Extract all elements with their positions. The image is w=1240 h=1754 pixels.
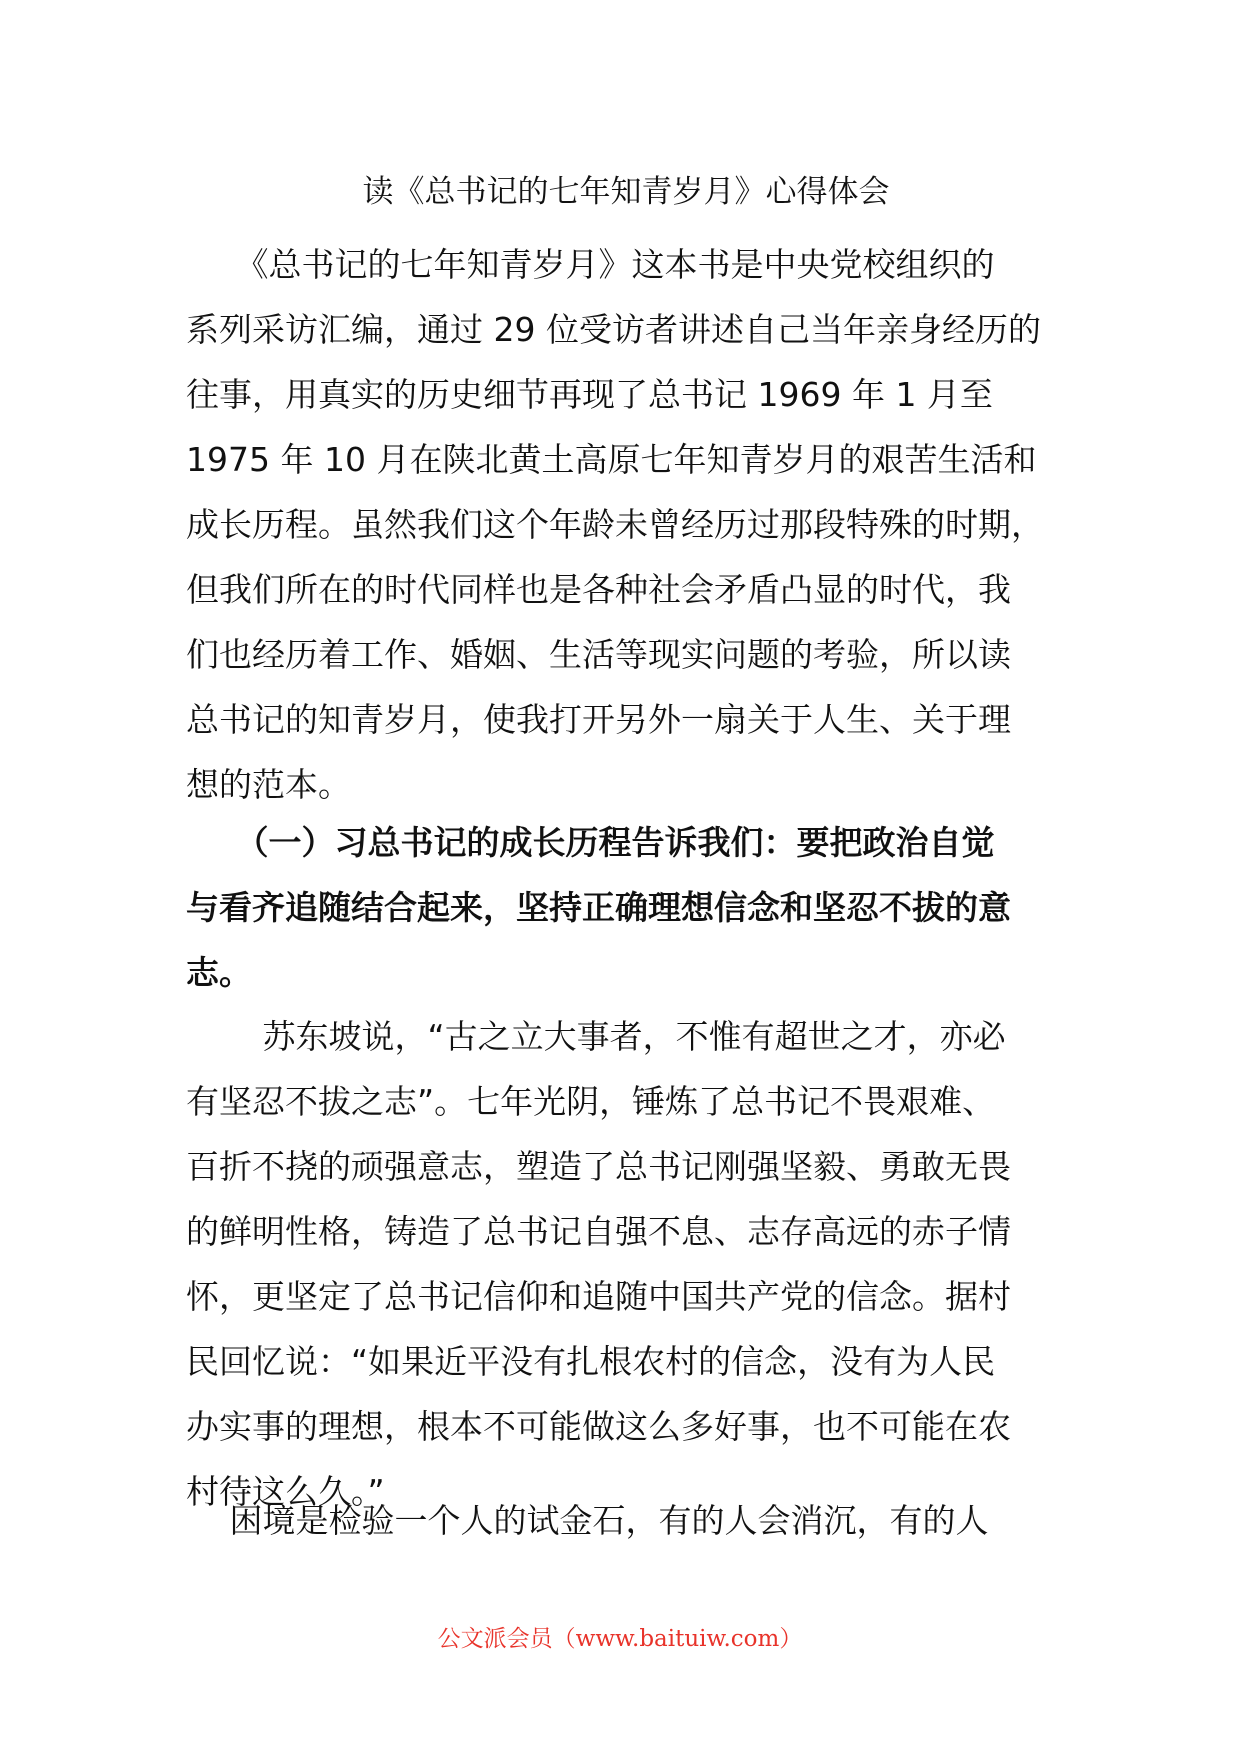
heading-line: 与看齐追随结合起来，坚持正确理想信念和坚忍不拔的意 (186, 888, 1011, 927)
paragraph-su-dongpo (186, 1004, 1066, 1524)
text-line: 1975 年 10 月在陕北黄土高原七年知青岁月的艰苦生活和 (186, 440, 1037, 479)
text-line: 有坚忍不拔之志”。七年光阴，锤炼了总书记不畏艰难、 (186, 1082, 996, 1121)
text-line: 总书记的知青岁月，使我打开另外一扇关于人生、关于理 (186, 700, 1011, 739)
text-line: 成长历程。虽然我们这个年龄未曾经历过那段特殊的时期， (186, 505, 1044, 544)
text-line: 们也经历着工作、婚姻、生活等现实问题的考验，所以读 (186, 635, 1011, 674)
section-heading-1 (186, 810, 1066, 1005)
text-line: 的鲜明性格，铸造了总书记自强不息、志存高远的赤子情 (186, 1212, 1011, 1251)
text-line: 困境是检验一个人的试金石，有的人会消沉，有的人 (186, 1501, 989, 1540)
heading-line: 志。 (186, 953, 252, 992)
text-line: 想的范本。 (186, 765, 351, 804)
text-line: 往事，用真实的历史细节再现了总书记 1969 年 1 月至 (186, 375, 993, 414)
paragraph-intro (186, 232, 1066, 817)
text-line: 民回忆说：“如果近平没有扎根农村的信念，没有为人民 (186, 1342, 996, 1381)
text-line: 系列采访汇编，通过 29 位受访者讲述自己当年亲身经历的 (186, 310, 1041, 349)
paragraph-adversity (186, 1488, 1066, 1553)
text-line: 办实事的理想，根本不可能做这么多好事，也不可能在农 (186, 1407, 1011, 1446)
text-line: 但我们所在的时代同样也是各种社会矛盾凸显的时代，我 (186, 570, 1011, 609)
footer-watermark: 公文派会员（www.baituiw.com） (437, 1626, 803, 1652)
text-line: 怀，更坚定了总书记信仰和追随中国共产党的信念。据村 (186, 1277, 1011, 1316)
text-line: 《总书记的七年知青岁月》这本书是中央党校组织的 (186, 245, 995, 284)
heading-line: （一）习总书记的成长历程告诉我们：要把政治自觉 (186, 823, 995, 862)
document-title: 读《总书记的七年知青岁月》心得体会 (362, 174, 890, 210)
text-line: 苏东坡说，“古之立大事者，不惟有超世之才，亦必 (186, 1017, 1006, 1056)
text-line: 百折不挠的顽强意志，塑造了总书记刚强坚毅、勇敢无畏 (186, 1147, 1011, 1186)
text-line: 村待这么久。” (186, 1472, 385, 1511)
